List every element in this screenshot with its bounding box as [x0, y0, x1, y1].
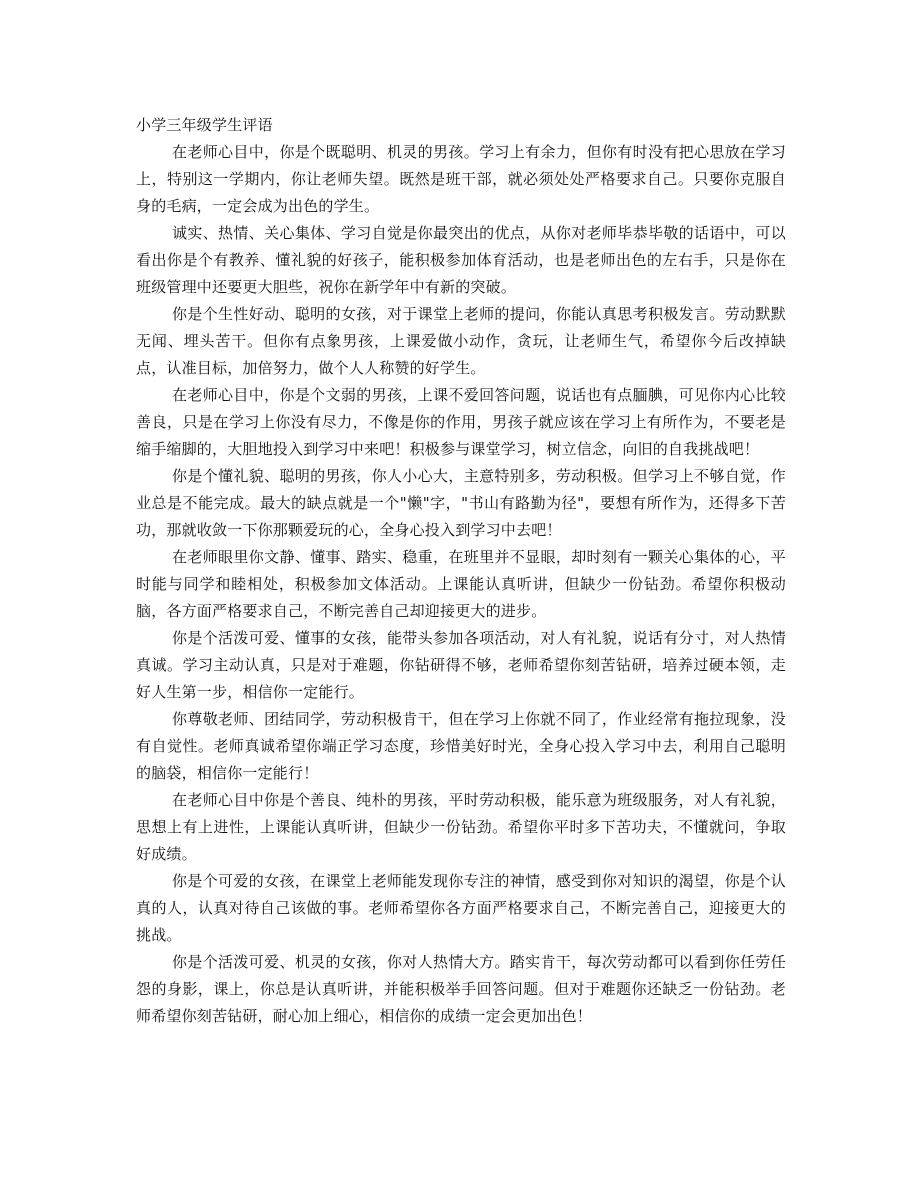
- comment-paragraph-1: 在老师心目中，你是个既聪明、机灵的男孩。学习上有余力，但你有时没有把心思放在学习上，特别这一学期内，你让老师失望。既然是班干部，就必须处处严格要求自己。只要你克服自身的毛病，一定会成为出色的学生。: [136, 143, 786, 215]
- comment-paragraph-7: 你是个活泼可爱、懂事的女孩，能带头参加各项活动，对人有礼貌，说话有分寸，对人热情真诚。学习主动认真，只是对于难题，你钻研得不够，老师希望你刻苦钻研，培养过硬本领，走好人生第一步，相信你一定能行。: [136, 629, 786, 701]
- comment-paragraph-3: 你是个生性好动、聪明的女孩，对于课堂上老师的提问，你能认真思考积极发言。劳动默默无闻、埋头苦干。但你有点象男孩，上课爱做小动作，贪玩，让老师生气，希望你今后改掉缺点，认准目标，加倍努力，做个人人称赞的好学生。: [136, 305, 786, 377]
- document-title: 小学三年级学生评语: [136, 116, 273, 134]
- comment-paragraph-6: 在老师眼里你文静、懂事、踏实、稳重，在班里并不显眼，却时刻有一颗关心集体的心，平时能与同学和睦相处，积极参加文体活动。上课能认真听讲，但缺少一份钻劲。希望你积极动脑，各方面严格要求自己，不断完善自己却迎接更大的进步。: [136, 548, 786, 620]
- comment-paragraph-4: 在老师心目中，你是个文弱的男孩，上课不爱回答问题，说话也有点腼腆，可见你内心比较善良，只是在学习上你没有尽力，不像是你的作用，男孩子就应该在学习上有所作为，不要老是缩手缩脚的，大胆地投入到学习中来吧！积极参与课堂学习，树立信念，向旧的自我挑战吧！: [136, 386, 786, 458]
- comment-paragraph-11: 你是个活泼可爱、机灵的女孩，你对人热情大方。踏实肯干，每次劳动都可以看到你任劳任怨的身影，课上，你总是认真听讲，并能积极举手回答问题。但对于难题你还缺乏一份钻劲。老师希望你刻苦钻研，耐心加上细心，相信你的成绩一定会更加出色！: [136, 953, 786, 1025]
- comment-paragraph-5: 你是个懂礼貌、聪明的男孩，你人小心大，主意特别多，劳动积极。但学习上不够自觉，作业总是不能完成。最大的缺点就是一个"懒"字，"书山有路勤为径"，要想有所作为，还得多下苦功，那就收敛一下你那颗爱玩的心，全身心投入到学习中去吧！: [136, 467, 786, 539]
- comment-paragraph-10: 你是个可爱的女孩，在课堂上老师能发现你专注的神情，感受到你对知识的渴望，你是个认真的人，认真对待自己该做的事。老师希望你各方面严格要求自己，不断完善自己，迎接更大的挑战。: [136, 872, 786, 944]
- document-page: [136, 112, 786, 1030]
- comment-paragraph-8: 你尊敬老师、团结同学，劳动积极肯干，但在学习上你就不同了，作业经常有拖拉现象，没有自觉性。老师真诚希望你端正学习态度，珍惜美好时光，全身心投入学习中去，利用自己聪明的脑袋，相信你一定能行！: [136, 710, 786, 782]
- comment-paragraph-9: 在老师心目中你是个善良、纯朴的男孩，平时劳动积极，能乐意为班级服务，对人有礼貌，思想上有上进性，上课能认真听讲，但缺少一份钻劲。希望你平时多下苦功夫，不懂就问，争取好成绩。: [136, 791, 786, 863]
- comment-paragraph-2: 诚实、热情、关心集体、学习自觉是你最突出的优点，从你对老师毕恭毕敬的话语中，可以看出你是个有教养、懂礼貌的好孩子，能积极参加体育活动，也是老师出色的左右手，只是你在班级管理中还要更大胆些，祝你在新学年中有新的突破。: [136, 224, 786, 296]
